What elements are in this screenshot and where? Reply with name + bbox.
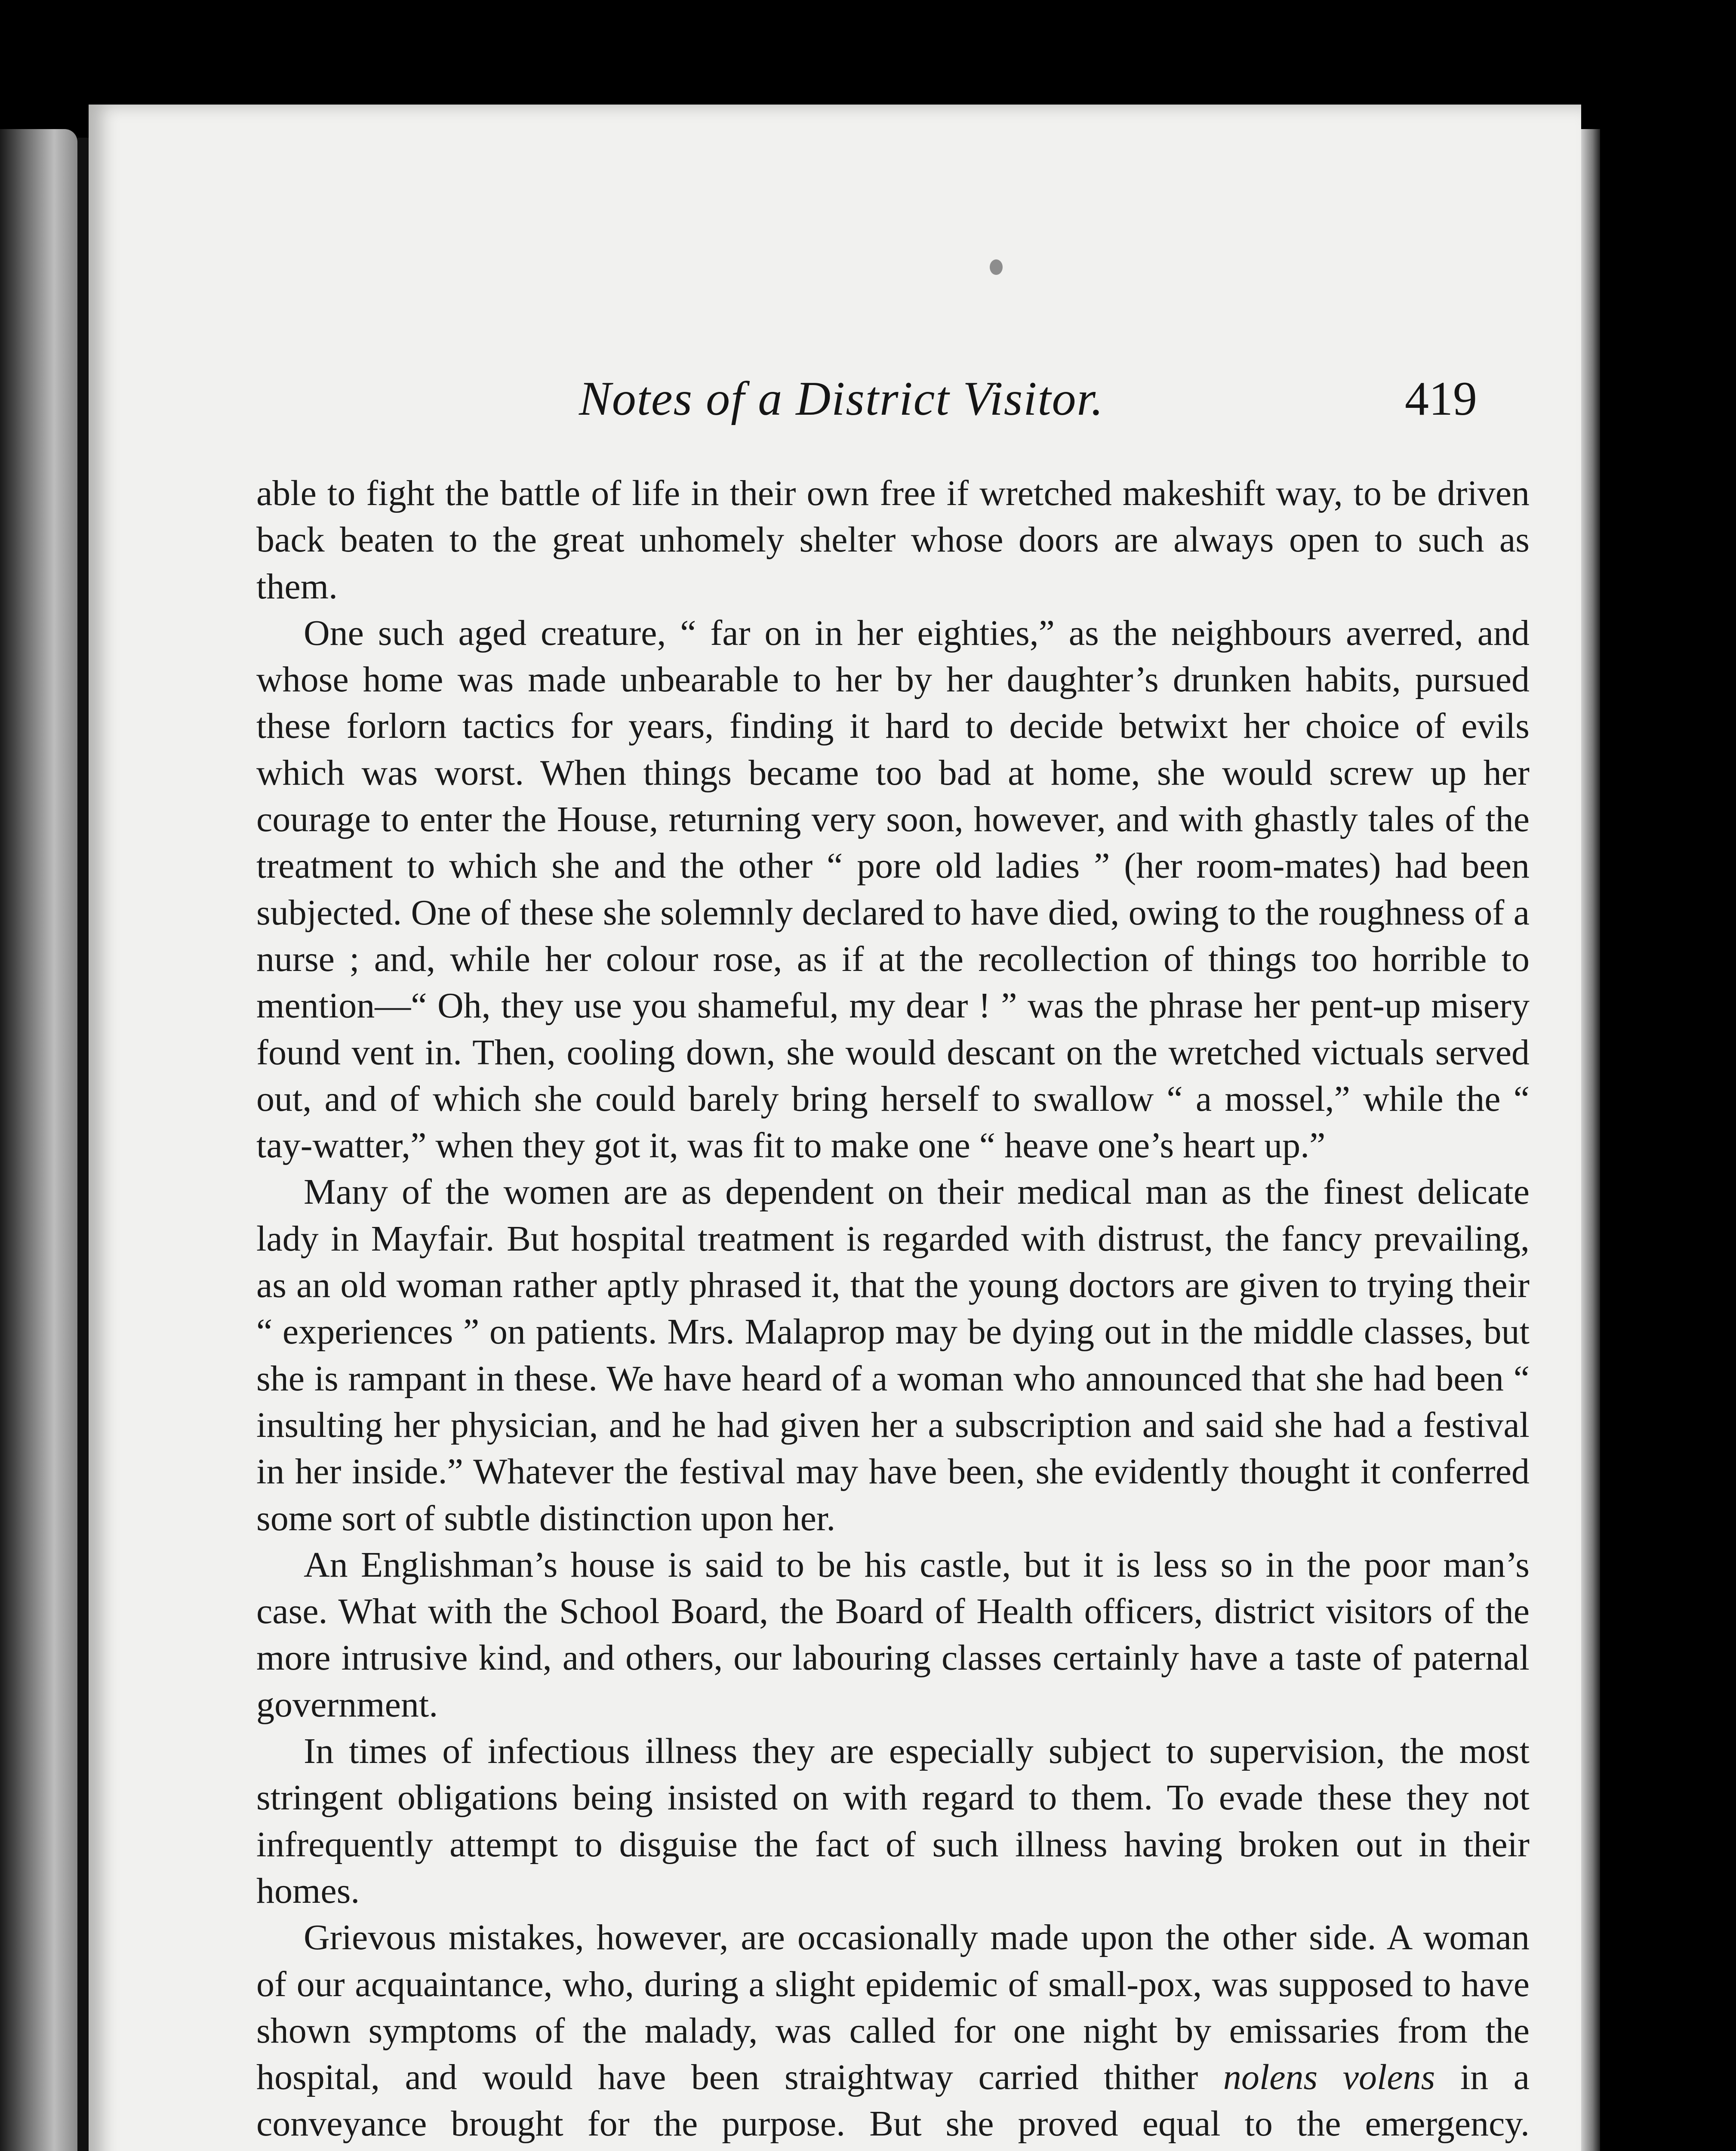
paragraph: able to fight the battle of life in their own free if wretched makeshift way, to be driven back beaten to the great unhomely shelter whose doors are always open to such as them. <box>256 473 1530 607</box>
paragraph <box>256 1914 1530 2151</box>
book-page <box>89 105 1581 2151</box>
body-text <box>256 470 1530 2151</box>
page-header <box>89 371 1581 436</box>
paragraph: Many of the women are as dependent on their medical man as the finest delicate lady in Mayfair. But hospital treatment is regarded with distrust, the fancy prevailing, as an old woman rather aptly phrased it, that the young doctors are given to trying their “ experiences ” on patients. Mrs. Malaprop may be dying out in the middle classes, but she is rampant in these. We have heard of a woman who announced that she had been “ insulting her physician, and he had given her a subscription and said she had a festival in her inside.” Whatever the festival may have been, she evidently thought it conferred some sort of subtle distinction upon her. <box>256 1172 1530 1538</box>
running-title: Notes of a District Visitor. <box>579 372 1104 425</box>
paragraph-text: Grievous mistakes, however, are occasionally made upon the other side. A woman of our acquaintance, who, during a slight epidemic of small-pox, was supposed to have shown symptoms of the malady, was called for one night by emissaries from the hospital, and would have been straightway carried thither <box>256 1917 1530 2098</box>
pin-hole-mark <box>990 259 1003 275</box>
left-page-edge <box>0 129 77 2151</box>
book-gutter <box>77 138 89 2151</box>
paragraph: An Englishman’s house is said to be his castle, but it is less so in the poor man’s case. What with the School Board, the Board of Health officers, district visitors of the more intrusive kind, and others, our labouring classes certainly have a taste of paternal government. <box>256 1544 1530 1725</box>
paragraph: In times of infectious illness they are especially subject to supervision, the most stringent obligations being insisted on with regard to them. To evade these they not infrequently attempt to disguise the fact of such illness having broken out in their homes. <box>256 1731 1530 1911</box>
page-number: 419 <box>1405 372 1477 425</box>
paragraph: One such aged creature, “ far on in her eighties,” as the neighbours averred, and whose home was made unbearable to her by her daughter’s drunken habits, pursued these forlorn tactics for years, finding it hard to decide betwixt her choice of evils which was worst. When things became too bad at home, she would screw up her courage to enter the House, returning very soon, however, and with ghastly tales of the treatment to which she and the other “ pore old ladies ” (her room-mates) had been subjected. One of these she solemnly declared to have died, owing to the roughness of a nurse ; and, while her colour rose, as if at the recollection of things too horrible to mention—“ Oh, they use you shameful, my dear ! ” was the phrase her pent-up misery found vent in. Then, cooling down, she would descant on the wretched victuals served out, and of which she could barely bring herself to swallow “ a mossel,” while the “ tay-watter,” when they got it, was fit to make one “ heave one’s heart up.” <box>256 613 1530 1166</box>
right-page-edge <box>1581 129 1600 2151</box>
latin-phrase: nolens volens <box>1223 2057 1435 2098</box>
paragraph-text: in a conveyance brought for the purpose. But she proved equal to the emergency. <box>256 2057 1530 2144</box>
